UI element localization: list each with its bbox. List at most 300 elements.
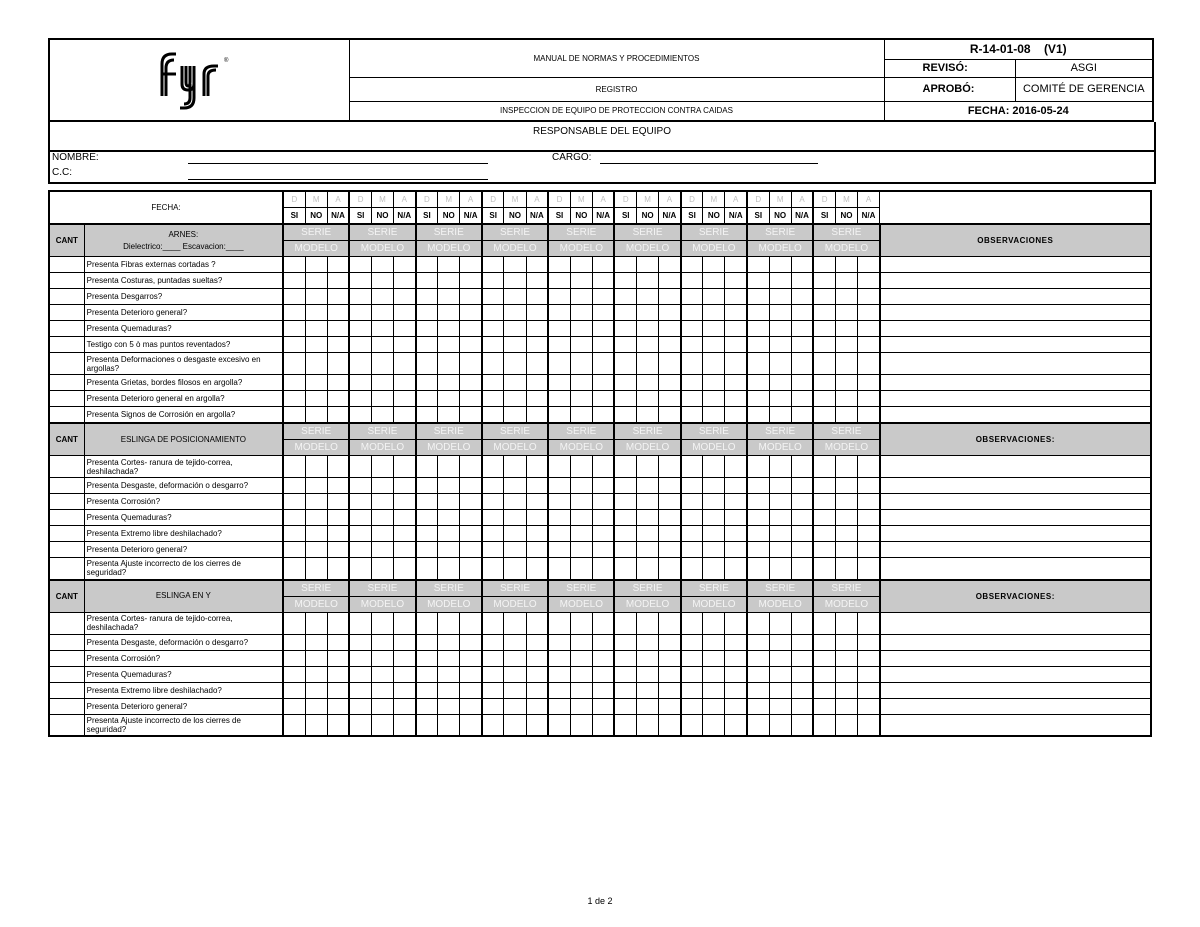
answer-checkbox[interactable] <box>349 558 371 580</box>
answer-checkbox[interactable] <box>349 305 371 321</box>
answer-checkbox[interactable] <box>769 353 791 375</box>
answer-checkbox[interactable] <box>747 456 769 478</box>
answer-checkbox[interactable] <box>570 305 592 321</box>
serie-cell[interactable]: SERIE <box>349 580 415 597</box>
answer-checkbox[interactable] <box>813 698 835 714</box>
answer-checkbox[interactable] <box>813 510 835 526</box>
answer-checkbox[interactable] <box>371 257 393 273</box>
answer-checkbox[interactable] <box>791 634 813 650</box>
answer-checkbox[interactable] <box>614 510 636 526</box>
answer-checkbox[interactable] <box>703 407 725 424</box>
modelo-cell[interactable]: MODELO <box>747 440 813 456</box>
answer-checkbox[interactable] <box>283 682 305 698</box>
answer-checkbox[interactable] <box>371 337 393 353</box>
answer-checkbox[interactable] <box>681 542 703 558</box>
answer-checkbox[interactable] <box>681 634 703 650</box>
answer-checkbox[interactable] <box>813 375 835 391</box>
modelo-cell[interactable]: MODELO <box>813 241 879 257</box>
date-part-cell[interactable]: D <box>747 191 769 208</box>
answer-checkbox[interactable] <box>371 305 393 321</box>
answer-checkbox[interactable] <box>438 456 460 478</box>
cant-cell[interactable] <box>49 257 84 273</box>
answer-checkbox[interactable] <box>327 478 349 494</box>
answer-checkbox[interactable] <box>305 634 327 650</box>
answer-checkbox[interactable] <box>526 526 548 542</box>
answer-checkbox[interactable] <box>416 634 438 650</box>
answer-checkbox[interactable] <box>637 650 659 666</box>
serie-cell[interactable]: SERIE <box>813 423 879 440</box>
modelo-cell[interactable]: MODELO <box>482 440 548 456</box>
answer-checkbox[interactable] <box>416 558 438 580</box>
answer-checkbox[interactable] <box>482 494 504 510</box>
observaciones-cell[interactable] <box>880 698 1151 714</box>
answer-checkbox[interactable] <box>371 478 393 494</box>
serie-cell[interactable]: SERIE <box>482 580 548 597</box>
answer-checkbox[interactable] <box>482 257 504 273</box>
date-part-cell[interactable]: D <box>416 191 438 208</box>
answer-checkbox[interactable] <box>725 456 747 478</box>
cant-cell[interactable] <box>49 526 84 542</box>
answer-checkbox[interactable] <box>460 612 482 634</box>
answer-checkbox[interactable] <box>504 273 526 289</box>
answer-checkbox[interactable] <box>371 612 393 634</box>
answer-checkbox[interactable] <box>659 526 681 542</box>
answer-checkbox[interactable] <box>637 353 659 375</box>
answer-checkbox[interactable] <box>504 391 526 407</box>
answer-checkbox[interactable] <box>570 407 592 424</box>
date-part-cell[interactable]: M <box>371 191 393 208</box>
answer-checkbox[interactable] <box>548 305 570 321</box>
answer-checkbox[interactable] <box>349 353 371 375</box>
answer-checkbox[interactable] <box>703 612 725 634</box>
answer-checkbox[interactable] <box>394 494 416 510</box>
answer-checkbox[interactable] <box>283 391 305 407</box>
answer-checkbox[interactable] <box>592 391 614 407</box>
answer-checkbox[interactable] <box>394 526 416 542</box>
answer-checkbox[interactable] <box>813 273 835 289</box>
answer-checkbox[interactable] <box>570 257 592 273</box>
answer-checkbox[interactable] <box>371 682 393 698</box>
answer-checkbox[interactable] <box>614 375 636 391</box>
answer-checkbox[interactable] <box>835 478 857 494</box>
answer-checkbox[interactable] <box>637 542 659 558</box>
answer-checkbox[interactable] <box>504 666 526 682</box>
answer-checkbox[interactable] <box>835 542 857 558</box>
cant-cell[interactable] <box>49 391 84 407</box>
answer-checkbox[interactable] <box>725 478 747 494</box>
date-part-cell[interactable]: M <box>703 191 725 208</box>
answer-checkbox[interactable] <box>791 273 813 289</box>
answer-checkbox[interactable] <box>416 257 438 273</box>
answer-checkbox[interactable] <box>857 391 879 407</box>
answer-checkbox[interactable] <box>504 321 526 337</box>
answer-checkbox[interactable] <box>592 353 614 375</box>
answer-checkbox[interactable] <box>416 407 438 424</box>
answer-checkbox[interactable] <box>305 650 327 666</box>
answer-checkbox[interactable] <box>327 321 349 337</box>
cc-field[interactable] <box>188 179 488 180</box>
answer-checkbox[interactable] <box>548 273 570 289</box>
answer-checkbox[interactable] <box>416 321 438 337</box>
observaciones-cell[interactable] <box>880 456 1151 478</box>
answer-checkbox[interactable] <box>681 407 703 424</box>
answer-checkbox[interactable] <box>371 526 393 542</box>
answer-checkbox[interactable] <box>327 391 349 407</box>
answer-checkbox[interactable] <box>681 698 703 714</box>
answer-checkbox[interactable] <box>394 666 416 682</box>
answer-checkbox[interactable] <box>592 682 614 698</box>
answer-checkbox[interactable] <box>504 714 526 736</box>
answer-checkbox[interactable] <box>835 714 857 736</box>
answer-checkbox[interactable] <box>548 337 570 353</box>
cant-cell[interactable] <box>49 666 84 682</box>
modelo-cell[interactable]: MODELO <box>747 241 813 257</box>
modelo-cell[interactable]: MODELO <box>349 241 415 257</box>
answer-checkbox[interactable] <box>349 634 371 650</box>
answer-checkbox[interactable] <box>327 698 349 714</box>
answer-checkbox[interactable] <box>725 650 747 666</box>
answer-checkbox[interactable] <box>813 407 835 424</box>
serie-cell[interactable]: SERIE <box>349 224 415 241</box>
answer-checkbox[interactable] <box>592 337 614 353</box>
answer-checkbox[interactable] <box>769 407 791 424</box>
answer-checkbox[interactable] <box>438 634 460 650</box>
answer-checkbox[interactable] <box>791 289 813 305</box>
answer-checkbox[interactable] <box>747 526 769 542</box>
answer-checkbox[interactable] <box>327 257 349 273</box>
answer-checkbox[interactable] <box>637 273 659 289</box>
answer-checkbox[interactable] <box>548 714 570 736</box>
answer-checkbox[interactable] <box>703 558 725 580</box>
answer-checkbox[interactable] <box>592 375 614 391</box>
answer-checkbox[interactable] <box>504 682 526 698</box>
answer-checkbox[interactable] <box>305 612 327 634</box>
answer-checkbox[interactable] <box>769 542 791 558</box>
serie-cell[interactable]: SERIE <box>681 580 747 597</box>
answer-checkbox[interactable] <box>681 494 703 510</box>
answer-checkbox[interactable] <box>614 542 636 558</box>
answer-checkbox[interactable] <box>327 337 349 353</box>
answer-checkbox[interactable] <box>504 650 526 666</box>
answer-checkbox[interactable] <box>570 542 592 558</box>
answer-checkbox[interactable] <box>526 456 548 478</box>
date-part-cell[interactable]: A <box>394 191 416 208</box>
answer-checkbox[interactable] <box>592 289 614 305</box>
cant-cell[interactable] <box>49 273 84 289</box>
answer-checkbox[interactable] <box>570 510 592 526</box>
observaciones-cell[interactable] <box>880 558 1151 580</box>
answer-checkbox[interactable] <box>614 634 636 650</box>
answer-checkbox[interactable] <box>526 650 548 666</box>
answer-checkbox[interactable] <box>548 698 570 714</box>
answer-checkbox[interactable] <box>327 273 349 289</box>
answer-checkbox[interactable] <box>659 273 681 289</box>
answer-checkbox[interactable] <box>349 273 371 289</box>
answer-checkbox[interactable] <box>416 494 438 510</box>
answer-checkbox[interactable] <box>791 337 813 353</box>
answer-checkbox[interactable] <box>614 682 636 698</box>
cant-cell[interactable] <box>49 494 84 510</box>
answer-checkbox[interactable] <box>637 634 659 650</box>
answer-checkbox[interactable] <box>504 558 526 580</box>
answer-checkbox[interactable] <box>592 650 614 666</box>
observaciones-cell[interactable] <box>880 682 1151 698</box>
answer-checkbox[interactable] <box>681 510 703 526</box>
answer-checkbox[interactable] <box>283 666 305 682</box>
answer-checkbox[interactable] <box>659 257 681 273</box>
answer-checkbox[interactable] <box>482 698 504 714</box>
answer-checkbox[interactable] <box>769 321 791 337</box>
modelo-cell[interactable]: MODELO <box>283 596 349 612</box>
answer-checkbox[interactable] <box>526 391 548 407</box>
answer-checkbox[interactable] <box>504 289 526 305</box>
answer-checkbox[interactable] <box>769 526 791 542</box>
date-part-cell[interactable]: A <box>460 191 482 208</box>
answer-checkbox[interactable] <box>460 542 482 558</box>
answer-checkbox[interactable] <box>526 666 548 682</box>
answer-checkbox[interactable] <box>747 353 769 375</box>
answer-checkbox[interactable] <box>769 305 791 321</box>
answer-checkbox[interactable] <box>681 391 703 407</box>
nombre-field[interactable] <box>188 163 488 164</box>
serie-cell[interactable]: SERIE <box>747 580 813 597</box>
answer-checkbox[interactable] <box>614 478 636 494</box>
answer-checkbox[interactable] <box>526 510 548 526</box>
answer-checkbox[interactable] <box>813 337 835 353</box>
answer-checkbox[interactable] <box>548 666 570 682</box>
answer-checkbox[interactable] <box>725 698 747 714</box>
answer-checkbox[interactable] <box>813 353 835 375</box>
serie-cell[interactable]: SERIE <box>813 224 879 241</box>
answer-checkbox[interactable] <box>482 273 504 289</box>
observaciones-cell[interactable] <box>880 257 1151 273</box>
answer-checkbox[interactable] <box>438 542 460 558</box>
date-part-cell[interactable]: M <box>504 191 526 208</box>
answer-checkbox[interactable] <box>681 682 703 698</box>
date-part-cell[interactable]: A <box>725 191 747 208</box>
answer-checkbox[interactable] <box>857 682 879 698</box>
answer-checkbox[interactable] <box>305 289 327 305</box>
answer-checkbox[interactable] <box>504 612 526 634</box>
answer-checkbox[interactable] <box>349 289 371 305</box>
answer-checkbox[interactable] <box>327 714 349 736</box>
answer-checkbox[interactable] <box>526 558 548 580</box>
answer-checkbox[interactable] <box>769 391 791 407</box>
answer-checkbox[interactable] <box>460 289 482 305</box>
answer-checkbox[interactable] <box>835 456 857 478</box>
answer-checkbox[interactable] <box>725 391 747 407</box>
answer-checkbox[interactable] <box>371 510 393 526</box>
answer-checkbox[interactable] <box>835 558 857 580</box>
answer-checkbox[interactable] <box>327 634 349 650</box>
answer-checkbox[interactable] <box>349 478 371 494</box>
answer-checkbox[interactable] <box>725 257 747 273</box>
date-part-cell[interactable]: D <box>283 191 305 208</box>
answer-checkbox[interactable] <box>283 542 305 558</box>
answer-checkbox[interactable] <box>703 526 725 542</box>
answer-checkbox[interactable] <box>681 305 703 321</box>
answer-checkbox[interactable] <box>327 407 349 424</box>
answer-checkbox[interactable] <box>637 510 659 526</box>
answer-checkbox[interactable] <box>504 407 526 424</box>
answer-checkbox[interactable] <box>460 526 482 542</box>
answer-checkbox[interactable] <box>637 456 659 478</box>
answer-checkbox[interactable] <box>305 714 327 736</box>
answer-checkbox[interactable] <box>371 407 393 424</box>
answer-checkbox[interactable] <box>349 337 371 353</box>
answer-checkbox[interactable] <box>394 510 416 526</box>
answer-checkbox[interactable] <box>813 494 835 510</box>
answer-checkbox[interactable] <box>327 494 349 510</box>
answer-checkbox[interactable] <box>637 682 659 698</box>
answer-checkbox[interactable] <box>371 273 393 289</box>
date-part-cell[interactable]: D <box>681 191 703 208</box>
answer-checkbox[interactable] <box>769 510 791 526</box>
answer-checkbox[interactable] <box>659 542 681 558</box>
answer-checkbox[interactable] <box>526 478 548 494</box>
answer-checkbox[interactable] <box>637 558 659 580</box>
answer-checkbox[interactable] <box>305 666 327 682</box>
answer-checkbox[interactable] <box>482 337 504 353</box>
answer-checkbox[interactable] <box>283 612 305 634</box>
answer-checkbox[interactable] <box>482 634 504 650</box>
answer-checkbox[interactable] <box>548 257 570 273</box>
answer-checkbox[interactable] <box>614 289 636 305</box>
answer-checkbox[interactable] <box>592 257 614 273</box>
answer-checkbox[interactable] <box>637 612 659 634</box>
modelo-cell[interactable]: MODELO <box>747 596 813 612</box>
answer-checkbox[interactable] <box>438 273 460 289</box>
answer-checkbox[interactable] <box>857 407 879 424</box>
answer-checkbox[interactable] <box>637 526 659 542</box>
answer-checkbox[interactable] <box>504 510 526 526</box>
answer-checkbox[interactable] <box>703 682 725 698</box>
answer-checkbox[interactable] <box>570 682 592 698</box>
answer-checkbox[interactable] <box>659 650 681 666</box>
answer-checkbox[interactable] <box>570 494 592 510</box>
answer-checkbox[interactable] <box>438 558 460 580</box>
answer-checkbox[interactable] <box>570 337 592 353</box>
observaciones-cell[interactable] <box>880 666 1151 682</box>
answer-checkbox[interactable] <box>438 650 460 666</box>
modelo-cell[interactable]: MODELO <box>614 596 680 612</box>
answer-checkbox[interactable] <box>283 257 305 273</box>
answer-checkbox[interactable] <box>725 612 747 634</box>
answer-checkbox[interactable] <box>835 321 857 337</box>
answer-checkbox[interactable] <box>416 682 438 698</box>
answer-checkbox[interactable] <box>482 650 504 666</box>
answer-checkbox[interactable] <box>614 321 636 337</box>
observaciones-cell[interactable] <box>880 542 1151 558</box>
answer-checkbox[interactable] <box>614 650 636 666</box>
answer-checkbox[interactable] <box>416 510 438 526</box>
date-part-cell[interactable]: D <box>349 191 371 208</box>
cant-cell[interactable] <box>49 289 84 305</box>
answer-checkbox[interactable] <box>813 456 835 478</box>
answer-checkbox[interactable] <box>416 305 438 321</box>
answer-checkbox[interactable] <box>703 478 725 494</box>
answer-checkbox[interactable] <box>857 612 879 634</box>
answer-checkbox[interactable] <box>681 650 703 666</box>
answer-checkbox[interactable] <box>769 612 791 634</box>
date-part-cell[interactable]: M <box>570 191 592 208</box>
answer-checkbox[interactable] <box>482 289 504 305</box>
answer-checkbox[interactable] <box>460 305 482 321</box>
serie-cell[interactable]: SERIE <box>283 224 349 241</box>
answer-checkbox[interactable] <box>327 289 349 305</box>
answer-checkbox[interactable] <box>283 407 305 424</box>
answer-checkbox[interactable] <box>592 305 614 321</box>
cant-cell[interactable] <box>49 478 84 494</box>
answer-checkbox[interactable] <box>857 526 879 542</box>
answer-checkbox[interactable] <box>769 273 791 289</box>
answer-checkbox[interactable] <box>416 542 438 558</box>
answer-checkbox[interactable] <box>394 321 416 337</box>
answer-checkbox[interactable] <box>349 612 371 634</box>
answer-checkbox[interactable] <box>570 526 592 542</box>
answer-checkbox[interactable] <box>283 494 305 510</box>
answer-checkbox[interactable] <box>283 456 305 478</box>
answer-checkbox[interactable] <box>438 353 460 375</box>
answer-checkbox[interactable] <box>813 682 835 698</box>
observaciones-cell[interactable] <box>880 650 1151 666</box>
answer-checkbox[interactable] <box>659 353 681 375</box>
answer-checkbox[interactable] <box>438 478 460 494</box>
answer-checkbox[interactable] <box>659 666 681 682</box>
serie-cell[interactable]: SERIE <box>548 423 614 440</box>
answer-checkbox[interactable] <box>482 456 504 478</box>
observaciones-cell[interactable] <box>880 353 1151 375</box>
answer-checkbox[interactable] <box>614 456 636 478</box>
answer-checkbox[interactable] <box>791 682 813 698</box>
answer-checkbox[interactable] <box>659 494 681 510</box>
answer-checkbox[interactable] <box>791 666 813 682</box>
answer-checkbox[interactable] <box>570 666 592 682</box>
cant-cell[interactable] <box>49 305 84 321</box>
answer-checkbox[interactable] <box>592 273 614 289</box>
observaciones-cell[interactable] <box>880 321 1151 337</box>
answer-checkbox[interactable] <box>327 456 349 478</box>
answer-checkbox[interactable] <box>394 478 416 494</box>
answer-checkbox[interactable] <box>637 321 659 337</box>
answer-checkbox[interactable] <box>526 682 548 698</box>
answer-checkbox[interactable] <box>857 698 879 714</box>
answer-checkbox[interactable] <box>570 478 592 494</box>
answer-checkbox[interactable] <box>371 634 393 650</box>
answer-checkbox[interactable] <box>725 375 747 391</box>
modelo-cell[interactable]: MODELO <box>349 596 415 612</box>
answer-checkbox[interactable] <box>394 407 416 424</box>
answer-checkbox[interactable] <box>637 375 659 391</box>
answer-checkbox[interactable] <box>327 542 349 558</box>
answer-checkbox[interactable] <box>835 375 857 391</box>
answer-checkbox[interactable] <box>327 305 349 321</box>
answer-checkbox[interactable] <box>371 456 393 478</box>
answer-checkbox[interactable] <box>371 321 393 337</box>
answer-checkbox[interactable] <box>769 289 791 305</box>
observaciones-cell[interactable] <box>880 714 1151 736</box>
answer-checkbox[interactable] <box>614 273 636 289</box>
answer-checkbox[interactable] <box>460 666 482 682</box>
answer-checkbox[interactable] <box>526 542 548 558</box>
answer-checkbox[interactable] <box>460 698 482 714</box>
answer-checkbox[interactable] <box>305 407 327 424</box>
answer-checkbox[interactable] <box>416 353 438 375</box>
answer-checkbox[interactable] <box>614 407 636 424</box>
answer-checkbox[interactable] <box>769 634 791 650</box>
cant-cell[interactable] <box>49 510 84 526</box>
answer-checkbox[interactable] <box>747 257 769 273</box>
